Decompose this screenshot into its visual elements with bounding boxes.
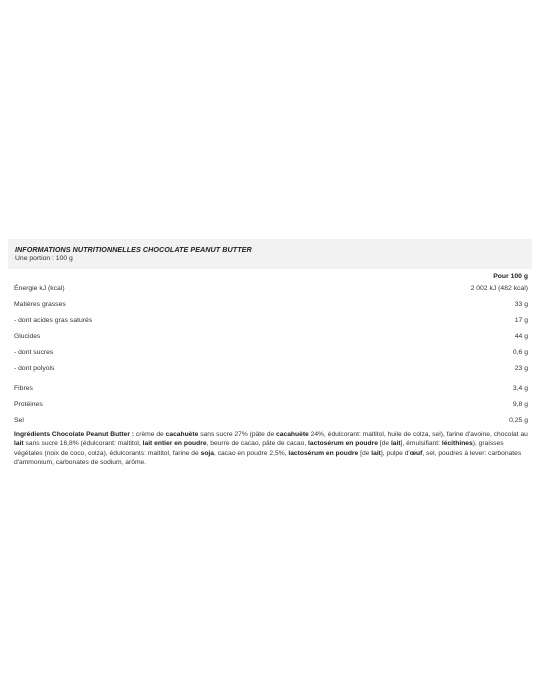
table-row: [8, 393, 532, 409]
row-value: 3,4 g: [512, 385, 528, 392]
ingredients-text: [8, 425, 532, 467]
row-label: - dont polyols: [14, 365, 55, 372]
row-label: Fibres: [14, 385, 33, 392]
row-value: 17 g: [514, 317, 528, 324]
table-row: [8, 325, 532, 341]
ingredients-segment: , sel, poudres à lever: carbonates d'ammonium, carbonates de sodium, arôme.: [14, 449, 522, 466]
ingredients-segment: ], pulpe d': [380, 449, 410, 457]
row-label: - dont sucres: [14, 349, 54, 356]
row-label: Protéines: [14, 401, 43, 408]
ingredients-segment: sans sucre 16,8% (édulcorant: maltitol,: [23, 440, 143, 448]
nutrition-panel: [8, 239, 532, 467]
ingredients-segment: soja: [200, 449, 214, 457]
table-row: [8, 357, 532, 373]
ingredients-segment: lait: [14, 440, 24, 448]
table-row: [8, 409, 532, 425]
ingredients-segment: sans sucre 27% (pâte de: [198, 431, 277, 438]
row-label: Glucides: [14, 333, 41, 340]
nutrition-header: [8, 239, 532, 269]
ingredients-segment: lactosérum en poudre: [308, 440, 378, 448]
row-value: 23 g: [514, 365, 528, 372]
ingredients-segment: lécithines: [441, 440, 473, 448]
ingredients-segment: , cacao en poudre 2,5%,: [214, 449, 289, 457]
table-row: [8, 309, 532, 325]
ingredients-segment: lactosérum en poudre: [288, 449, 359, 457]
nutrition-title: INFORMATIONS NUTRITIONNELLES CHOCOLATE PEANUT BUTTER: [15, 245, 252, 254]
row-label: - dont acides gras saturés: [14, 317, 93, 324]
row-value: 44 g: [514, 333, 528, 340]
table-row: [8, 293, 532, 309]
row-label: Matières grasses: [14, 301, 66, 308]
ingredients-segment: lait entier en poudre: [142, 440, 207, 448]
ingredients-segment: cacahuète: [165, 431, 199, 438]
row-value: 9,8 g: [512, 401, 528, 408]
portion-size: Une portion : 100 g: [15, 255, 73, 262]
table-row: [8, 281, 532, 293]
ingredients-segment: crème de: [134, 431, 166, 438]
ingredients-segment: lait: [371, 449, 381, 457]
ingredients-segment: 24%, édulcorant: maltitol, huile de colza, sel), farine d'avoine, chocolat au: [308, 431, 528, 438]
ingredients-segment: lait: [390, 440, 401, 448]
row-value: 2 002 kJ (482 kcal): [470, 285, 528, 292]
column-header-per-100g: Pour 100 g: [493, 273, 528, 280]
ingredients-segment: œuf: [409, 449, 423, 457]
row-value: 0,6 g: [512, 349, 528, 356]
row-label: Sel: [14, 417, 24, 424]
row-label: Énergie kJ (kcal): [14, 285, 65, 292]
ingredients-segment: ], émulsifiant:: [400, 440, 442, 448]
ingredients-segment: , beurre de cacao, pâte de cacao,: [206, 440, 309, 448]
ingredients-segment: [de: [377, 440, 391, 448]
row-value: 33 g: [514, 301, 528, 308]
ingredients-segment: cacahuète: [276, 431, 309, 438]
ingredients-segment: [de: [358, 449, 372, 457]
table-row: [8, 373, 532, 393]
ingredients-segment: Ingrédients Chocolate Peanut Butter :: [14, 431, 135, 438]
ingredients-segment: ), graisses végétales (noix de coco, colza), édulcorants: maltitol, farine de: [14, 440, 504, 457]
table-row: [8, 341, 532, 357]
nutrition-table: [8, 269, 532, 425]
row-value: 0,25 g: [509, 417, 528, 424]
table-header-row: [8, 269, 532, 281]
